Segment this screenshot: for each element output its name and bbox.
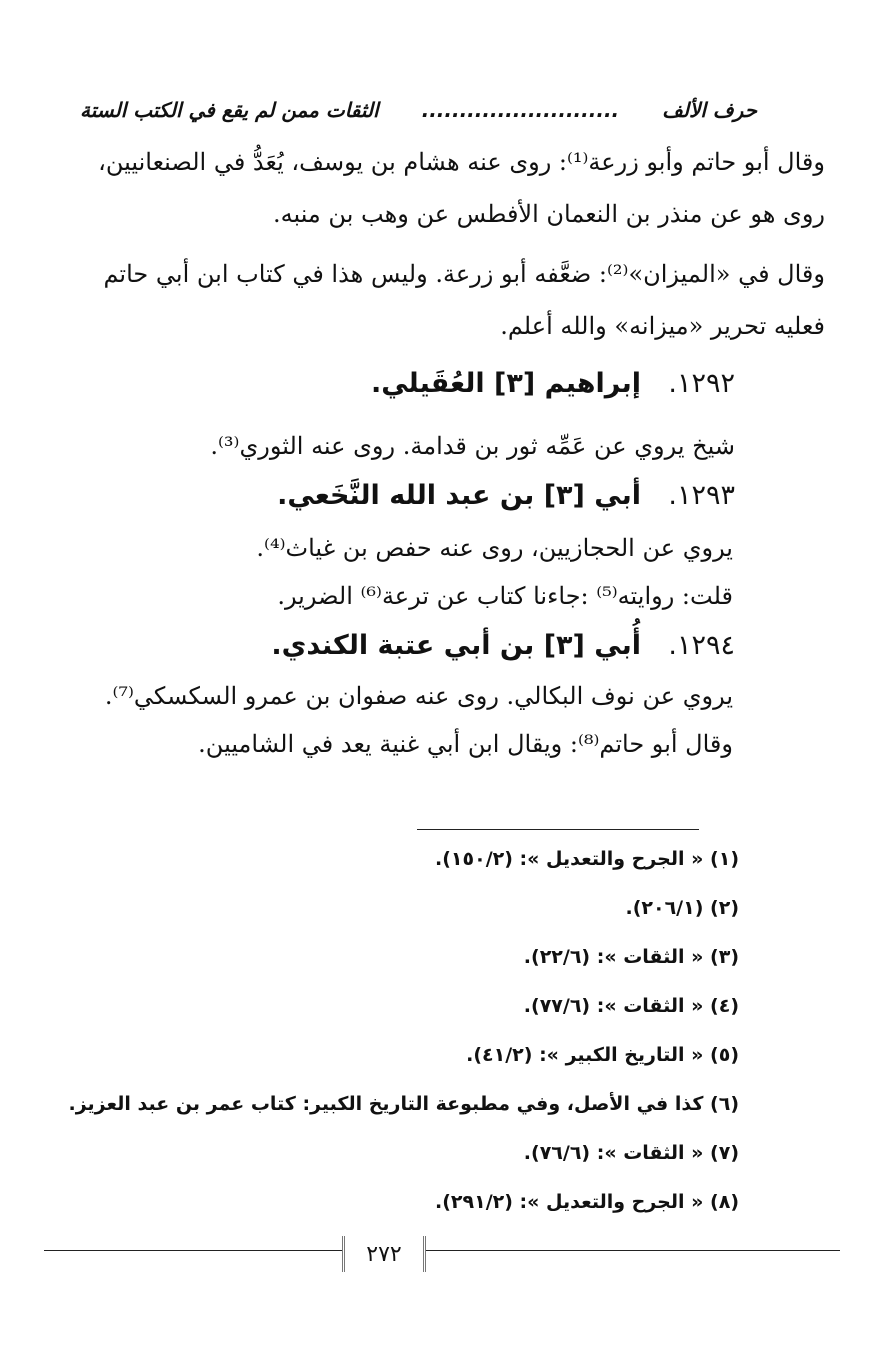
body-line: فعليه تحرير «ميزانه» والله أعلم. bbox=[500, 312, 825, 340]
footnote-8: (٨) « الجرح والتعديل »: (٢٩١/٢). bbox=[435, 1191, 739, 1213]
footnote-4: (٤) « الثقات »: (٧٧/٦). bbox=[523, 995, 739, 1017]
footnote-separator bbox=[417, 829, 699, 830]
chapter-title: حرف الألف bbox=[662, 98, 757, 122]
entry-name: إبراهيم [٣] العُقَيلي. bbox=[370, 368, 641, 399]
body-line: شيخ يروي عن عَمِّه ثور بن قدامة. روى عنه الثوري⁽³⁾. bbox=[210, 432, 735, 460]
entry-name: أُبي [٣] بن أبي عتبة الكندي. bbox=[271, 630, 641, 661]
entry-number: ١٢٩٣. bbox=[668, 480, 735, 511]
footer-rule-right bbox=[426, 1250, 840, 1251]
entry-heading-1294 bbox=[120, 630, 735, 661]
body-line: يروي عن الحجازيين، روى عنه حفص بن غياث⁽⁴⁾. bbox=[256, 534, 733, 562]
body-line: وقال في «الميزان»⁽²⁾: ضعَّفه أبو زرعة. وليس هذا في كتاب ابن أبي حاتم bbox=[103, 260, 825, 288]
footer-rule-left bbox=[44, 1250, 342, 1251]
footnote-7: (٧) « الثقات »: (٧٦/٦). bbox=[523, 1142, 739, 1164]
footnote-6: (٦) كذا في الأصل، وفي مطبوعة التاريخ الكبير: كتاب عمر بن عبد العزيز. bbox=[68, 1093, 739, 1115]
body-line: روى هو عن منذر بن النعمان الأفطس عن وهب بن منبه. bbox=[272, 200, 825, 228]
footnote-5: (٥) « التاريخ الكبير »: (٤١/٢). bbox=[466, 1044, 739, 1066]
footnote-3: (٣) « الثقات »: (٢٢/٦). bbox=[523, 946, 739, 968]
entry-heading-1293 bbox=[120, 480, 735, 511]
entry-name: أبي [٣] بن عبد الله النَّخَعي. bbox=[277, 480, 641, 511]
running-header bbox=[80, 88, 757, 122]
footnote-2: (٢) (٢٠٦/١). bbox=[625, 897, 739, 919]
body-line: قلت: روايته⁽⁵⁾ :جاءنا كتاب عن ترعة⁽⁶⁾ الضرير. bbox=[277, 582, 733, 610]
entry-heading-1292 bbox=[120, 368, 735, 399]
body-line: يروي عن نوف البكالي. روى عنه صفوان بن عمرو السكسكي⁽⁷⁾. bbox=[104, 682, 733, 710]
entry-number: ١٢٩٤. bbox=[668, 630, 735, 661]
footnote-1: (١) « الجرح والتعديل »: (١٥٠/٢). bbox=[435, 848, 739, 870]
entry-number: ١٢٩٢. bbox=[668, 368, 735, 399]
header-dots: .......................... bbox=[421, 98, 620, 122]
book-title: الثقات ممن لم يقع في الكتب الستة bbox=[80, 98, 379, 122]
body-line: وقال أبو حاتم وأبو زرعة⁽¹⁾: روى عنه هشام بن يوسف، يُعَدُّ في الصنعانيين، bbox=[98, 148, 825, 176]
body-line: وقال أبو حاتم⁽⁸⁾: ويقال ابن أبي غنية يعد في الشاميين. bbox=[198, 730, 733, 758]
page-number: ٢٧٢ bbox=[342, 1236, 426, 1272]
